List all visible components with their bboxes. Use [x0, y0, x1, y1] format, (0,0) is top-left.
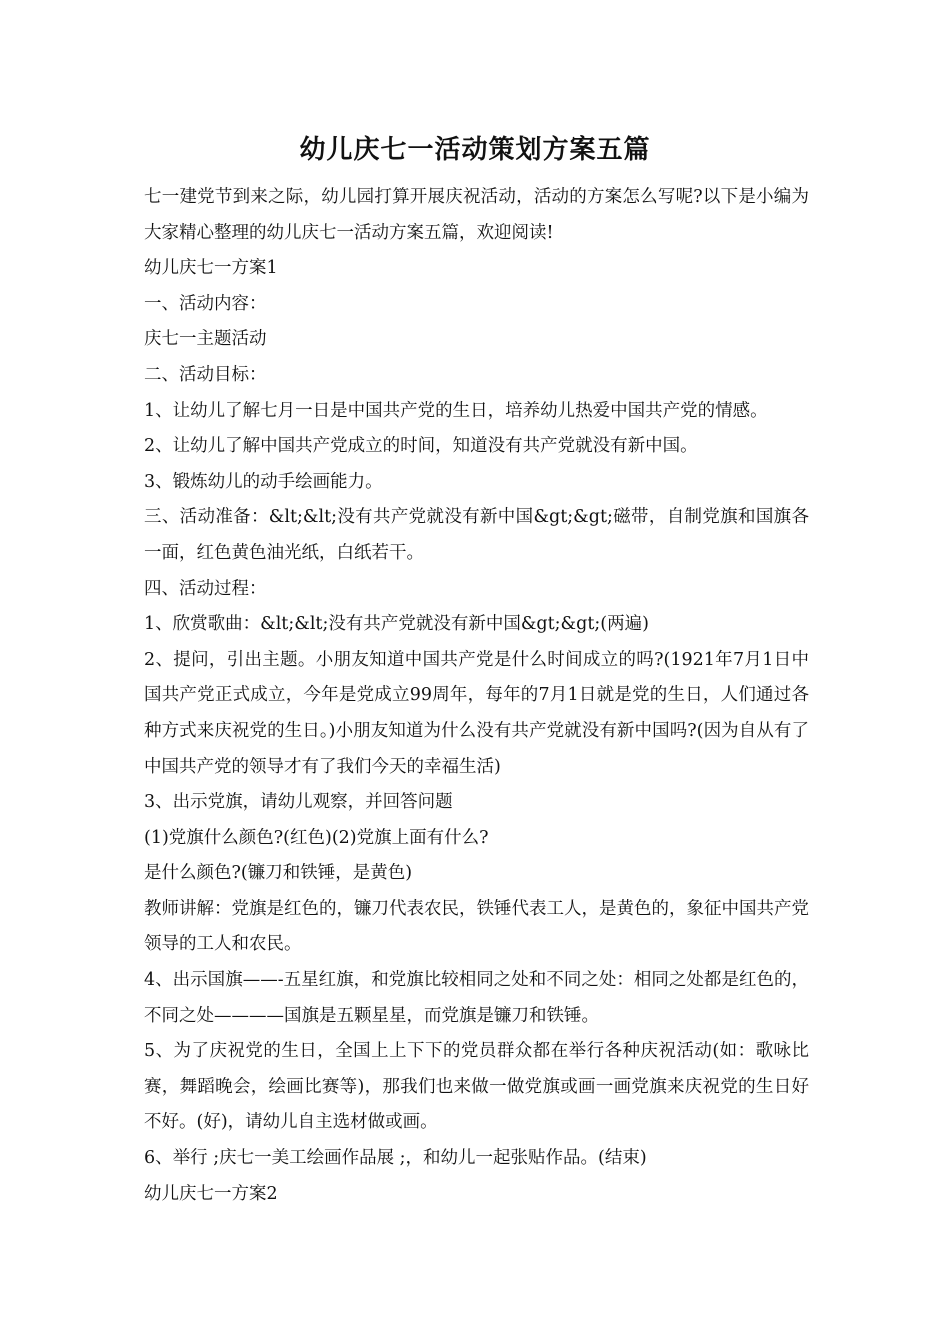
paragraph: (1)党旗什么颜色?(红色)(2)党旗上面有什么? — [144, 827, 489, 848]
intro-paragraph: 七一建党节到来之际，幼儿园打算开展庆祝活动，活动的方案怎么写呢?以下是小编为大家精心整理的幼儿庆七一活动方案五篇，欢迎阅读! — [144, 187, 809, 243]
subsection-heading: 一、活动内容： — [144, 293, 267, 314]
document-body — [144, 180, 809, 1212]
paragraph: 教师讲解：党旗是红色的，镰刀代表农民，铁锤代表工人，是黄色的，象征中国共产党领导的工人和农民。 — [144, 898, 809, 955]
list-item: 1、欣赏歌曲：&lt;&lt;没有共产党就没有新中国&gt;&gt;(两遍) — [144, 614, 649, 635]
paragraph: 是什么颜色?(镰刀和铁锤，是黄色) — [144, 863, 413, 884]
list-item: 2、让幼儿了解中国共产党成立的时间，知道没有共产党就没有新中国。 — [144, 436, 698, 457]
list-item: 5、为了庆祝党的生日，全国上上下下的党员群众都在举行各种庆祝活动(如：歌咏比赛，舞蹈晚会，绘画比赛等)，那我们也来做一做党旗或画一画党旗来庆祝党的生日好不好。(好)，请幼儿自主选材做或画。 — [144, 1041, 809, 1133]
subsection-paragraph: 三、活动准备：&lt;&lt;没有共产党就没有新中国&gt;&gt;磁带，自制党旗和国旗各一面，红色黄色油光纸，白纸若干。 — [144, 507, 809, 563]
list-item: 1、让幼儿了解七月一日是中国共产党的生日，培养幼儿热爱中国共产党的情感。 — [144, 400, 768, 421]
list-item: 2、提问，引出主题。小朋友知道中国共产党是什么时间成立的吗?(1921年7月1日中国共产党正式成立，今年是党成立99周年，每年的7月1日就是党的生日，人们通过各种方式来庆祝党的生日。)小朋友知道为什么没有共产党就没有新中国吗?(因为自从有了中国共产党的领导才有了我们今天的幸福生活) — [144, 649, 809, 777]
list-item: 4、出示国旗——-五星红旗，和党旗比较相同之处和不同之处：相同之处都是红色的，不同之处————国旗是五颗星星，而党旗是镰刀和铁锤。 — [144, 970, 809, 1026]
subsection-heading: 四、活动过程： — [144, 578, 267, 599]
document-title: 幼儿庆七一活动策划方案五篇 — [299, 135, 651, 165]
list-item: 3、出示党旗，请幼儿观察，并回答问题 — [144, 792, 453, 813]
section-heading: 幼儿庆七一方案2 — [144, 1183, 278, 1204]
subsection-heading: 二、活动目标： — [144, 364, 267, 385]
list-item: 3、锻炼幼儿的动手绘画能力。 — [144, 471, 383, 492]
list-item: 6、举行 ;庆七一美工绘画作品展 ;，和幼儿一起张贴作品。(结束) — [144, 1148, 647, 1169]
paragraph: 庆七一主题活动 — [144, 329, 267, 350]
section-heading: 幼儿庆七一方案1 — [144, 258, 278, 279]
